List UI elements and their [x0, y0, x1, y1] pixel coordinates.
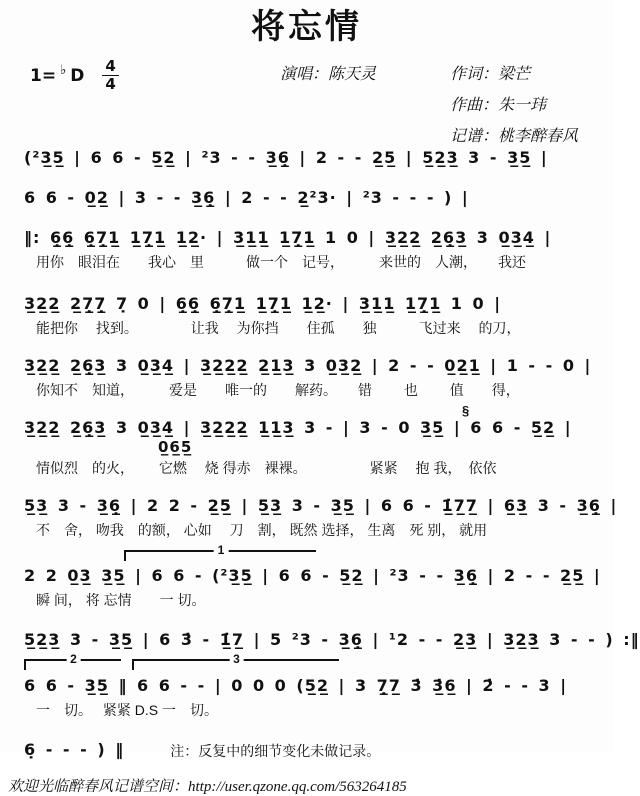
footer-link[interactable]: 欢迎光临醉春风记谱空间：http://user.qzone.qq.com/563264185 — [8, 779, 407, 796]
meter-numerator: 4 — [102, 59, 118, 76]
meta-row — [0, 47, 613, 146]
volta-bracket-1 — [124, 543, 316, 561]
notation-line: 3̲2̲2̲ 2̲6̲̣3̲ 3 0̲3̲4̲ | 3̲2̲2̲2̲ 1̲1̲3̲ 3 - | 3 - 0 3̲5̲ | 6 6 - 5̲2̲ | — [24, 418, 572, 438]
score-line-9 — [24, 627, 640, 653]
score-line-4 — [24, 291, 613, 337]
credit-lyricist: 作词：梁芒 — [450, 66, 531, 84]
notation-line: 3̲2̲2̲ 2̲7̲̣7̲̣ 7̣ 0 | 6̲̣6̲̣ 6̲̣7̲̣1̲ 1̲7̲̣1̲ 1̲2̲· | 3̲1̲1̲ 1̲7̲̣1̲ 1 0 | — [24, 294, 502, 314]
notation-line: 3̲2̲2̲ 2̲6̲̣3̲ 3 0̲3̲4̲ | 3̲2̲2̲2̲ 2̲1̲3̲ 3 0̲3̲2̲ | 2 - - 0̲2̲1̲ | 1 - - 0 | — [24, 356, 592, 376]
volta-number: 2 — [66, 652, 81, 666]
credit-notator: 记谱：桃李醉春风 — [450, 128, 579, 146]
score-line-7 — [24, 493, 618, 539]
score-body — [0, 145, 640, 763]
notation-line: 6 6 - 0̲2̲ | 3 - - 3̲6̲̣ | 2 - - 2̲²3· | ²3 - - - ) | — [24, 188, 469, 208]
score-line-2 — [24, 185, 613, 211]
notation-line: 6̣ - - - ) ‖ — [24, 740, 125, 760]
notation-line: (²3̲5̲ | 6 6 - 5̲2̲ | ²3 - - 3̲6̲̣ | 2 - - 2̲5̲ | 5̲2̲3̲ 3 - 3̲5̲ | — [24, 148, 548, 168]
key-note: D — [70, 65, 85, 86]
notation-line: 5̲3̲ 3 - 3̲6̲̣ | 2 2 - 2̲5̲ | 5̲3̲ 3 - 3̲5̲ | 6 6 - 1̲̇7̲7̲ | 6̲3̲ 3 - 3̲6̲̣ | — [24, 496, 618, 516]
page-title: 将忘情 — [251, 8, 362, 46]
meter-denominator: 4 — [105, 75, 116, 94]
flat-icon: ♭ — [60, 63, 67, 79]
notation-line: 6 6 - 3̲5̲ ‖ 6 6 - - | 0 0 0 (5̲2̲ | 3 7̲̣7̲ 3̇ 3̲̇6̲ | 2̇ - - 3 | — [24, 676, 568, 696]
volta-bracket-3 — [132, 652, 339, 670]
time-signature — [102, 59, 118, 92]
notation-line: 2 2 0̲3̲ 3̲5̲ | 6 6 - (²3̲5̲ | 6 6 - 5̲2̲ | ²3 - - 3̲6̲̣ | 2 - - 2̲5̲ | — [24, 566, 601, 586]
score-line-6 — [24, 403, 613, 477]
credit-singer: 演唱：陈天灵 — [280, 66, 377, 84]
notation-line: ‖: 6̲̣6̲̣ 6̲̣7̲̣1̲ 1̲7̲̣1̲ 1̲2̲· | 3̲1̲1̲ 1̲7̲̣1̲ 1 0 | 3̲2̲2̲ 2̲6̲̣3̲ 3 0̲3̲4̲ | — [24, 228, 552, 248]
score-line-1 — [24, 145, 613, 171]
volta-number: 3 — [229, 652, 244, 666]
lyrics-line: 你知不 知道， 爱是 唯一的 解药。 错 也 值 得， — [36, 382, 520, 399]
score-line-3 — [24, 225, 613, 271]
lyrics-line: 不 舍， 吻我 的额， 心如 刀 割， 既然 选择， 生离 死 别， 就用 — [36, 522, 488, 539]
notation-line: 5̲2̲3̲ 3 - 3̲5̲ | 6 3̇ - 1̲̇7̲ | 5 ²3 - 3̲6̲̣ | ¹2 - - 2̲3̲ | 3̲2̲3̲ 3 - - ) :‖ — [24, 630, 640, 650]
volta-number: 1 — [214, 543, 229, 557]
lyrics-line: 一 切。 紧紧 D.S 一 切。 — [36, 702, 219, 719]
repeat-note: 注：反复中的细节变化未做记录。 — [170, 743, 381, 760]
lyrics-line: 情似烈 的火， 它燃 烧 得赤 裸裸。 紧紧 抱 我， 依依 — [36, 460, 497, 477]
segno-icon: § — [462, 403, 470, 419]
score-line-8 — [24, 543, 613, 609]
lyrics-line: 能把你 找到。 让我 为你挡 住孤 独 飞过来 的刀， — [36, 320, 521, 337]
lyrics-line: 瞬 间， 将 忘情 一 切。 — [36, 592, 206, 609]
lyrics-line: 用你 眼泪在 我心 里 做一个 记号， 来世的 人潮， 我还 — [36, 254, 526, 271]
score-line-10 — [24, 652, 613, 719]
score-line-5 — [24, 353, 613, 399]
key-prefix: 1= — [30, 65, 57, 86]
key-signature — [30, 59, 280, 92]
credit-composer: 作曲：朱一玮 — [450, 97, 547, 115]
credits-column — [450, 59, 578, 146]
alternate-notes: 0̲6̲5̲ — [158, 438, 193, 457]
score-line-11 — [24, 737, 613, 763]
volta-bracket-2 — [24, 652, 121, 670]
